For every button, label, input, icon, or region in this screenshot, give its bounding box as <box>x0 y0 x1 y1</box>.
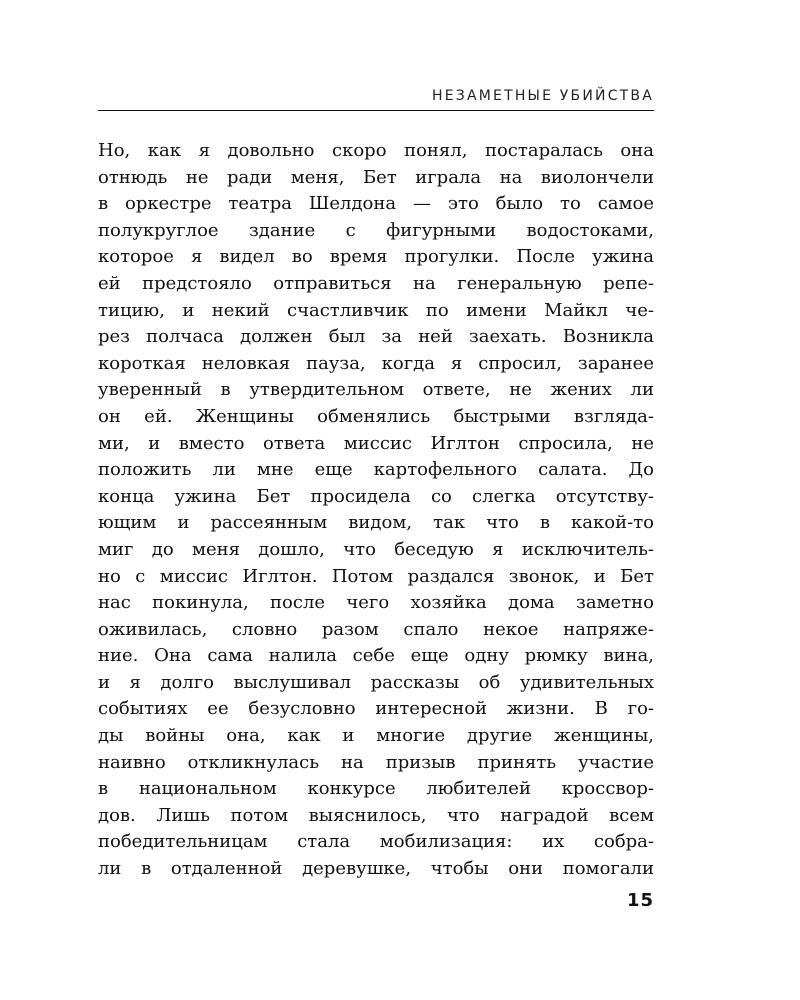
text-line: в оркестре театра Шелдона — это было то самое <box>98 193 654 215</box>
text-line: но с миссис Иглтон. Потом раздался звонок, и Бет <box>98 565 654 587</box>
text-line: и я долго выслушивал рассказы об удивительных <box>98 671 654 693</box>
header-rule <box>98 110 654 111</box>
text-line: нас покинула, после чего хозяйка дома заметно <box>98 592 654 614</box>
text-line: положить ли мне еще картофельного салата. До <box>98 459 654 481</box>
text-line: ми, и вместо ответа миссис Иглтон спросила, не <box>98 432 654 454</box>
text-line: полукруглое здание с фигурными водостоками, <box>98 219 654 241</box>
text-line: ды войны она, как и многие другие женщины, <box>98 725 654 747</box>
text-line: отнюдь не ради меня, Бет играла на виолончели <box>98 166 654 188</box>
text-line: ние. Она сама налила себе еще одну рюмку вина, <box>98 645 654 667</box>
text-line: оживилась, словно разом спало некое напряже- <box>98 618 654 640</box>
text-line: рез полчаса должен был за ней заехать. Возникла <box>98 326 654 348</box>
text-line: ей предстояло отправиться на генеральную репе- <box>98 272 654 294</box>
text-line: дов. Лишь потом выяснилось, что наградой всем <box>98 804 654 826</box>
body-text <box>98 138 654 883</box>
text-line: в национальном конкурсе любителей кроссвор- <box>98 778 654 800</box>
text-line: событиях ее безусловно интересной жизни. В го- <box>98 698 654 720</box>
text-line: уверенный в утвердительном ответе, не жених ли <box>98 379 654 401</box>
text-line: миг до меня дошло, что беседую я исключитель- <box>98 538 654 560</box>
text-line: которое я видел во время прогулки. После ужина <box>98 246 654 268</box>
text-line: он ей. Женщины обменялись быстрыми взгляда- <box>98 405 654 427</box>
text-line: Но, как я довольно скоро понял, постаралась она <box>98 140 654 161</box>
text-line: ющим и рассеянным видом, так что в какой-то <box>98 512 654 534</box>
text-line: конца ужина Бет просидела со слегка отсутству- <box>98 485 654 507</box>
text-line: тицию, и некий счастливчик по имени Майкл че- <box>98 299 654 321</box>
page-number: 15 <box>626 890 654 911</box>
running-header: НЕЗАМЕТНЫЕ УБИЙСТВА <box>432 88 654 104</box>
text-line: короткая неловкая пауза, когда я спросил, заранее <box>98 352 654 374</box>
text-line: победительницам стала мобилизация: их собра- <box>98 831 654 853</box>
text-line: ли в отдаленной деревушке, чтобы они помогали <box>98 858 654 880</box>
text-line: наивно откликнулась на призыв принять участие <box>98 751 654 773</box>
